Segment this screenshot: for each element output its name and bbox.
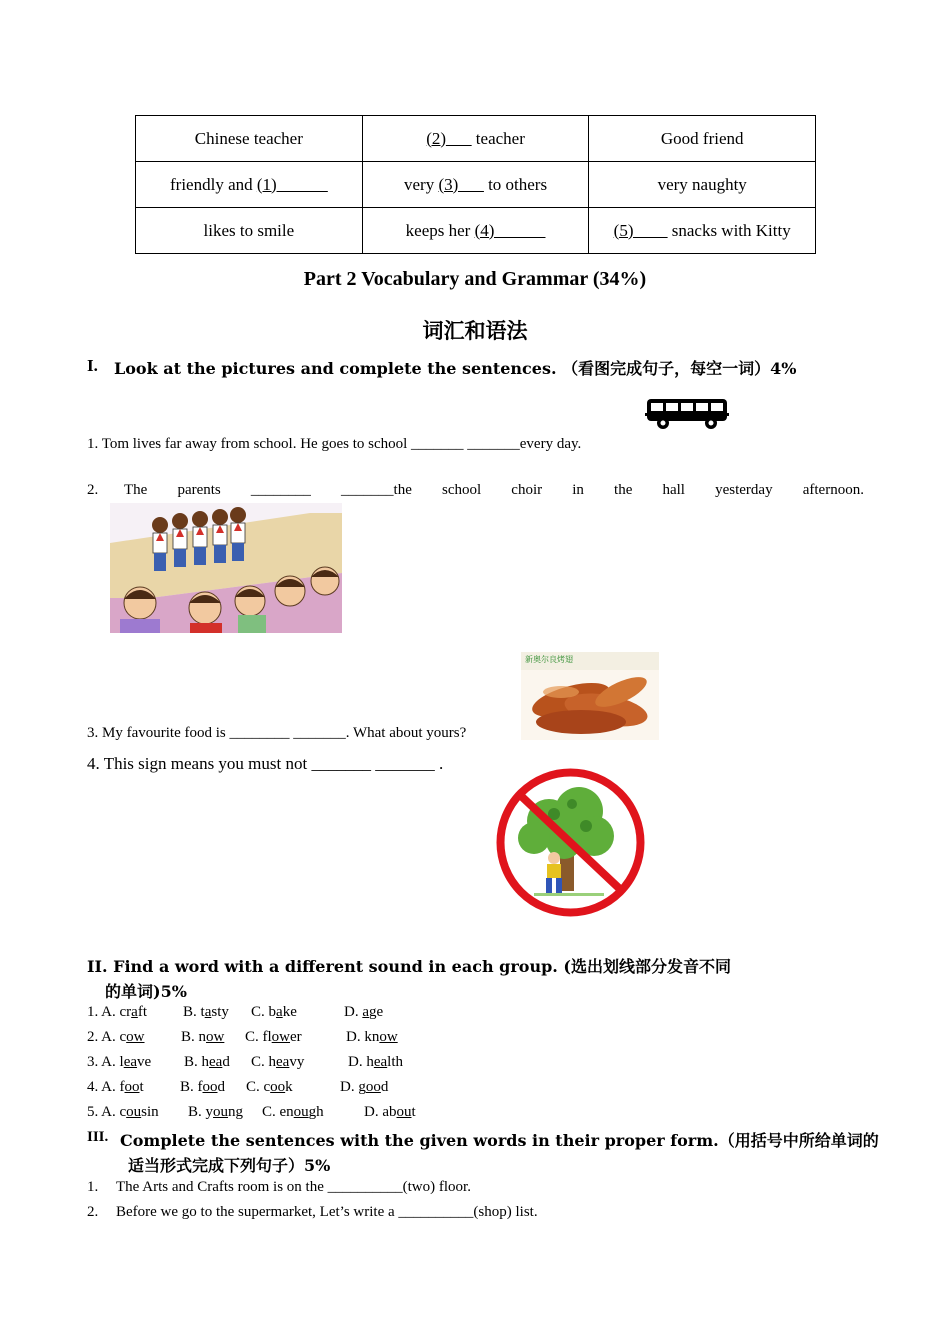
sound-option — [180, 1079, 225, 1096]
sound-option — [87, 1104, 159, 1121]
sound-option — [87, 1004, 147, 1021]
character-table — [135, 115, 816, 254]
table-cell — [362, 116, 589, 162]
sound-option — [181, 1029, 224, 1046]
sentence-word: the — [614, 482, 633, 498]
section-1-heading: Look at the pictures and complete the sentences. （看图完成句子，每空一词）4% — [114, 359, 797, 378]
sound-option — [340, 1079, 388, 1096]
option-text: D. kn — [346, 1029, 380, 1045]
section-3-heading-line2: 适当形式完成下列句子）5% — [128, 1156, 331, 1175]
section-1-number: I. — [87, 356, 98, 375]
option-text: d — [217, 1079, 225, 1095]
option-text: C. c — [246, 1079, 271, 1095]
sentence-word: afternoon. — [802, 482, 864, 498]
option-text: D. h — [348, 1054, 374, 1070]
option-text: ge — [369, 1004, 384, 1020]
option-text: B. h — [184, 1054, 210, 1070]
option-text: 2. A. c — [87, 1029, 127, 1045]
table-row — [136, 162, 816, 208]
option-text: C. b — [251, 1004, 277, 1020]
sentence-word: ________ — [250, 482, 311, 498]
table-cell — [136, 116, 363, 162]
option-text: C. en — [262, 1104, 294, 1120]
underlined-letters: a — [362, 1004, 370, 1020]
section-3-q2: Before we go to the supermarket, Let’s write a __________(shop) list. — [116, 1204, 538, 1220]
sound-option — [188, 1104, 243, 1121]
underlined-letters: oo — [124, 1079, 140, 1095]
sentence-word: in — [572, 482, 584, 498]
sound-option — [183, 1004, 229, 1021]
underlined-letters: ow — [271, 1029, 291, 1045]
bus-icon — [645, 396, 729, 430]
cell-text: very naughty — [657, 174, 747, 194]
option-text: ng — [228, 1104, 244, 1120]
table-cell — [136, 162, 363, 208]
underlined-letters: oo — [270, 1079, 286, 1095]
option-text: ke — [282, 1004, 297, 1020]
choir-picture — [110, 503, 342, 633]
sentence-word: yesterday — [715, 482, 773, 498]
section-3-heading-line1: Complete the sentences with the given words in their proper form.（用括号中所给单词的 — [120, 1131, 879, 1150]
sound-option — [184, 1054, 230, 1071]
option-text: B. y — [188, 1104, 214, 1120]
option-text: D. ab — [364, 1104, 397, 1120]
option-text: B. n — [181, 1029, 207, 1045]
option-text: 3. A. l — [87, 1054, 124, 1070]
option-text: C. h — [251, 1054, 277, 1070]
sound-option — [87, 1054, 151, 1071]
cell-text: snacks with Kitty — [667, 220, 791, 240]
sentence-word: _______the — [341, 482, 412, 498]
sentence-word: hall — [662, 482, 685, 498]
question-2-number: 2. — [87, 482, 99, 498]
sound-option — [246, 1079, 293, 1096]
part-subtitle: 词汇和语法 — [422, 319, 528, 343]
option-text: t — [139, 1079, 144, 1095]
chicken-wings-picture — [521, 652, 659, 740]
underlined-letters: a — [204, 1004, 212, 1020]
cell-text: to others — [483, 174, 548, 194]
underlined-letters: ou — [293, 1104, 309, 1120]
option-text: C. fl — [245, 1029, 272, 1045]
sentence-word: The — [124, 482, 148, 498]
underlined-letters: ou — [126, 1104, 142, 1120]
no-climbing-trees-sign-icon — [494, 766, 647, 919]
question-4: 4. This sign means you must not _______ _______ . — [87, 754, 444, 773]
option-text: ve — [137, 1054, 152, 1070]
food-label: 新奥尔良烤翅 — [525, 655, 573, 664]
option-text: k — [285, 1079, 293, 1095]
sound-option — [348, 1054, 403, 1071]
option-text: B. f — [180, 1079, 203, 1095]
table-cell — [362, 208, 589, 254]
sound-option — [245, 1029, 302, 1046]
table-row — [136, 116, 816, 162]
sound-option — [251, 1004, 297, 1021]
sentence-word: choir — [511, 482, 543, 498]
sound-option — [262, 1104, 324, 1121]
underlined-letters: ea — [123, 1054, 138, 1070]
blank-number: (1)______ — [256, 174, 328, 194]
section-3-q2-number: 2. — [87, 1204, 99, 1220]
sound-option — [87, 1029, 145, 1046]
cell-text: teacher — [471, 128, 525, 148]
cell-text: very — [404, 174, 439, 194]
option-text: D. g — [340, 1079, 366, 1095]
section-3-q1-number: 1. — [87, 1179, 99, 1195]
blank-number: (3)___ — [438, 174, 484, 194]
underlined-letters: a — [131, 1004, 138, 1020]
underlined-letters: oo — [365, 1079, 381, 1095]
option-text: 4. A. f — [87, 1079, 125, 1095]
question-1: 1. Tom lives far away from school. He goes to school _______ _______every day. — [87, 436, 582, 452]
cell-text: likes to smile — [203, 220, 295, 240]
underlined-letters: ou — [213, 1104, 229, 1120]
underlined-letters: ou — [396, 1104, 412, 1120]
section-3-q1: The Arts and Crafts room is on the __________(two) floor. — [116, 1179, 471, 1195]
blank-number: (5)____ — [613, 220, 668, 240]
section-2-heading-line1: II. Find a word with a different sound in each group. (选出划线部分发音不同 — [87, 957, 731, 976]
cell-text: Good friend — [660, 128, 744, 148]
cell-text: Chinese teacher — [194, 128, 303, 148]
option-text: 1. A. cr — [87, 1004, 132, 1020]
sound-option — [87, 1079, 144, 1096]
table-cell — [362, 162, 589, 208]
underlined-letters: oo — [202, 1079, 218, 1095]
underlined-letters: ow — [379, 1029, 398, 1045]
question-3: 3. My favourite food is ________ _______. What about yours? — [87, 725, 467, 741]
underlined-letters: ea — [276, 1054, 290, 1070]
sound-option — [346, 1029, 398, 1046]
option-text: gh — [308, 1104, 324, 1120]
part-title: Part 2 Vocabulary and Grammar (34%) — [303, 268, 647, 290]
table-cell — [136, 208, 363, 254]
option-text: vy — [289, 1054, 305, 1070]
cell-text: friendly and — [170, 174, 257, 194]
sentence-word: school — [441, 482, 482, 498]
table-cell — [589, 162, 816, 208]
table-cell — [589, 116, 816, 162]
underlined-letters: ow — [126, 1029, 145, 1045]
blank-number: (2)___ — [426, 128, 472, 148]
question-2-sentence — [124, 482, 864, 499]
option-text: t — [411, 1104, 416, 1120]
blank-number: (4)______ — [474, 220, 546, 240]
sound-option — [251, 1054, 304, 1071]
underlined-letters: ea — [373, 1054, 388, 1070]
sound-option — [364, 1104, 416, 1121]
option-text: B. t — [183, 1004, 205, 1020]
table-cell — [589, 208, 816, 254]
table-row — [136, 208, 816, 254]
sound-option — [344, 1004, 383, 1021]
cell-text: keeps her — [405, 220, 475, 240]
option-text: D. — [344, 1004, 363, 1020]
option-text: ft — [137, 1004, 148, 1020]
underlined-letters: a — [276, 1004, 283, 1020]
option-text: lth — [387, 1054, 404, 1070]
option-text: d — [222, 1054, 230, 1070]
underlined-letters: ea — [209, 1054, 223, 1070]
option-text: sin — [141, 1104, 159, 1120]
option-text: d — [380, 1079, 389, 1095]
section-2-heading-line2: 的单词)5% — [105, 982, 187, 1001]
underlined-letters: ow — [206, 1029, 225, 1045]
sentence-word: parents — [177, 482, 221, 498]
option-text: er — [290, 1029, 302, 1045]
option-text: sty — [211, 1004, 229, 1020]
option-text: 5. A. c — [87, 1104, 127, 1120]
section-3-number: III. — [87, 1129, 109, 1145]
